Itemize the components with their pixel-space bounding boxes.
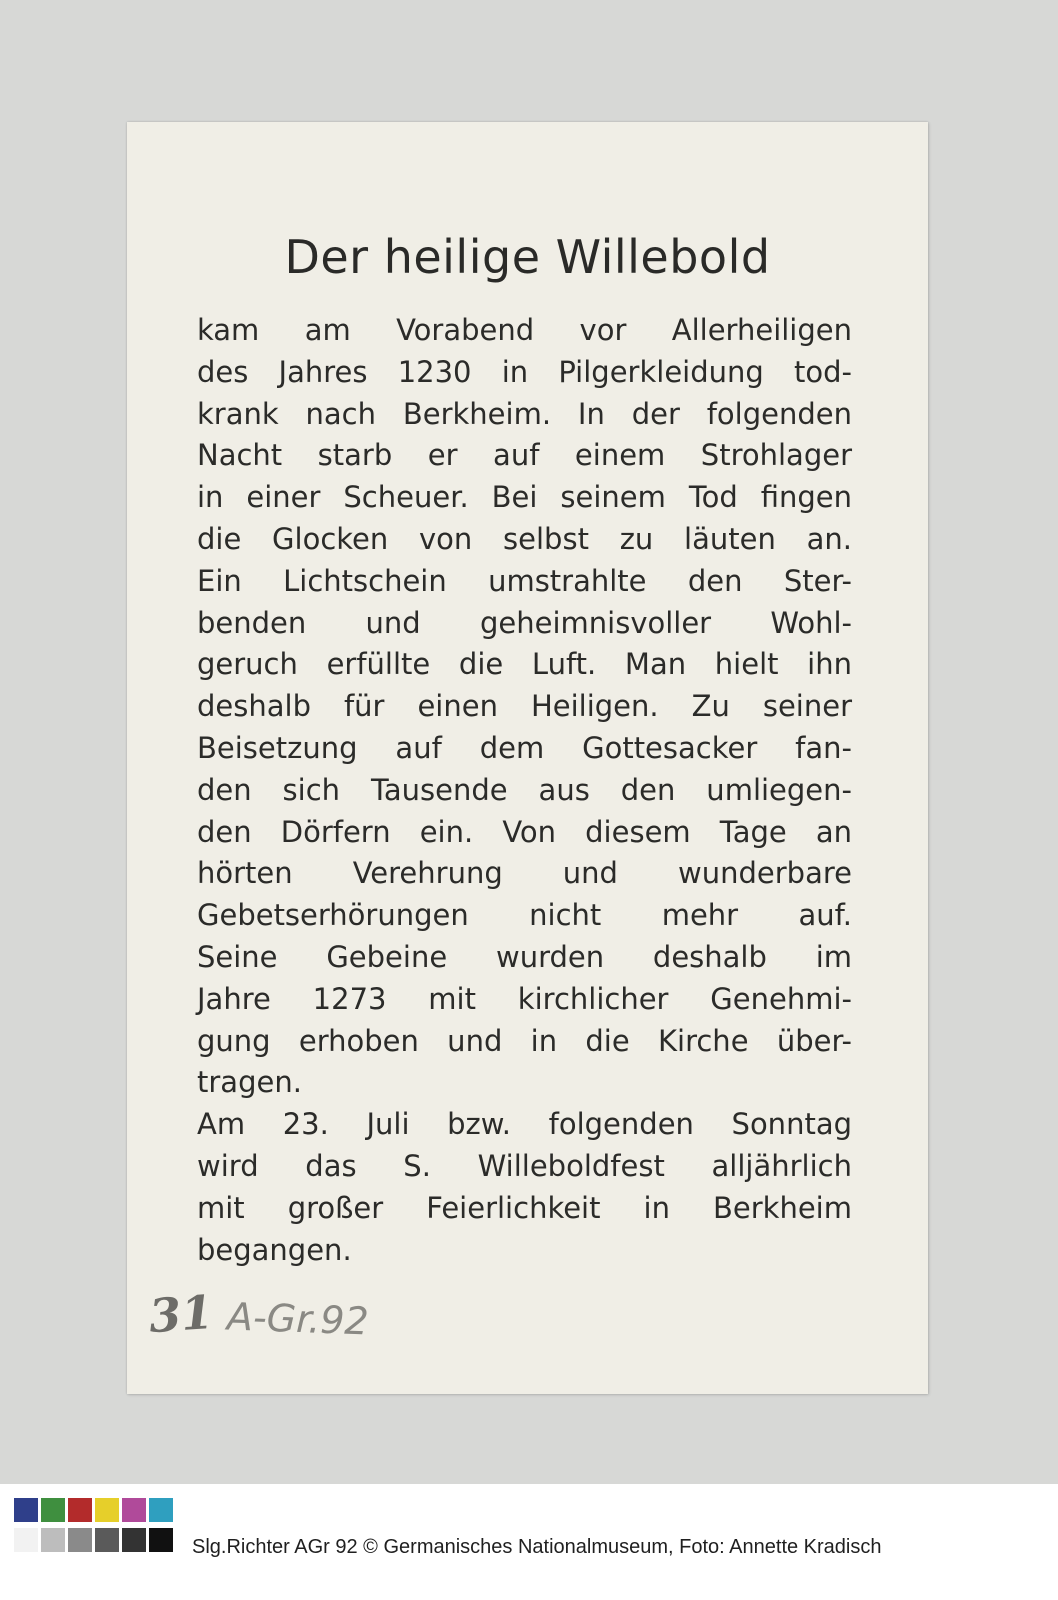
footer-caption: Slg.Richter AGr 92 © Germanisches Nationalmuseum, Foto: Annette Kradisch — [192, 1536, 882, 1558]
color-swatch — [95, 1498, 119, 1522]
text-line: krank nach Berkheim. In der folgenden — [197, 396, 852, 431]
text-line: Beisetzung auf dem Gottesacker fan- — [197, 730, 852, 765]
handwritten-annotation — [147, 1284, 409, 1367]
card-title: Der heilige Willebold — [284, 230, 771, 284]
text-line: Jahre 1273 mit kirchlicher Genehmi- — [197, 981, 852, 1016]
text-line: kam am Vorabend vor Allerheiligen — [197, 313, 852, 347]
color-swatch — [68, 1498, 92, 1522]
text-line: den sich Tausende aus den umliegen- — [197, 772, 852, 807]
text-line: geruch erfüllte die Luft. Man hielt ihn — [197, 647, 852, 682]
color-swatch — [14, 1528, 38, 1552]
text-line: Seine Gebeine wurden deshalb im — [197, 939, 852, 974]
color-swatch — [41, 1528, 65, 1552]
text-line: den Dörfern ein. Von diesem Tage an — [197, 814, 852, 849]
text-line: gung erhoben und in die Kirche über- — [197, 1023, 852, 1058]
card-body-text — [197, 310, 852, 1271]
text-line: Ein Lichtschein umstrahlte den Ster- — [197, 563, 852, 598]
text-line: Am 23. Juli bzw. folgenden Sonntag — [197, 1107, 852, 1142]
color-swatch — [41, 1498, 65, 1522]
text-line: benden und geheimnisvoller Wohl- — [197, 605, 852, 640]
text-line: mit großer Feierlichkeit in Berkheim — [197, 1190, 852, 1225]
color-swatch — [68, 1528, 92, 1552]
color-checker-icon — [14, 1498, 178, 1556]
text-line: hörten Verehrung und wunderbare — [197, 856, 852, 891]
footer — [0, 1484, 1058, 1600]
text-line: in einer Scheuer. Bei seinem Tod fingen — [197, 480, 852, 515]
color-swatch — [149, 1528, 173, 1552]
text-line: des Jahres 1230 in Pilgerkleidung tod- — [197, 354, 852, 389]
color-swatch — [95, 1528, 119, 1552]
color-swatch — [122, 1528, 146, 1552]
text-line: die Glocken von selbst zu läuten an. — [197, 521, 852, 556]
text-line: wird das S. Willeboldfest alljährlich — [197, 1148, 852, 1183]
text-line: begangen. — [197, 1232, 352, 1267]
handwritten-number: 31 — [147, 1284, 215, 1344]
postcard — [127, 122, 928, 1394]
text-line: Gebetserhörungen nicht mehr auf. — [197, 898, 852, 933]
color-swatch — [149, 1498, 173, 1522]
text-line: deshalb für einen Heiligen. Zu seiner — [197, 689, 852, 724]
text-line: Nacht starb er auf einem Strohlager — [197, 438, 852, 473]
color-swatch — [14, 1498, 38, 1522]
text-line: tragen. — [197, 1065, 302, 1100]
color-swatch — [122, 1498, 146, 1522]
handwritten-reference: A-Gr.92 — [226, 1294, 370, 1344]
